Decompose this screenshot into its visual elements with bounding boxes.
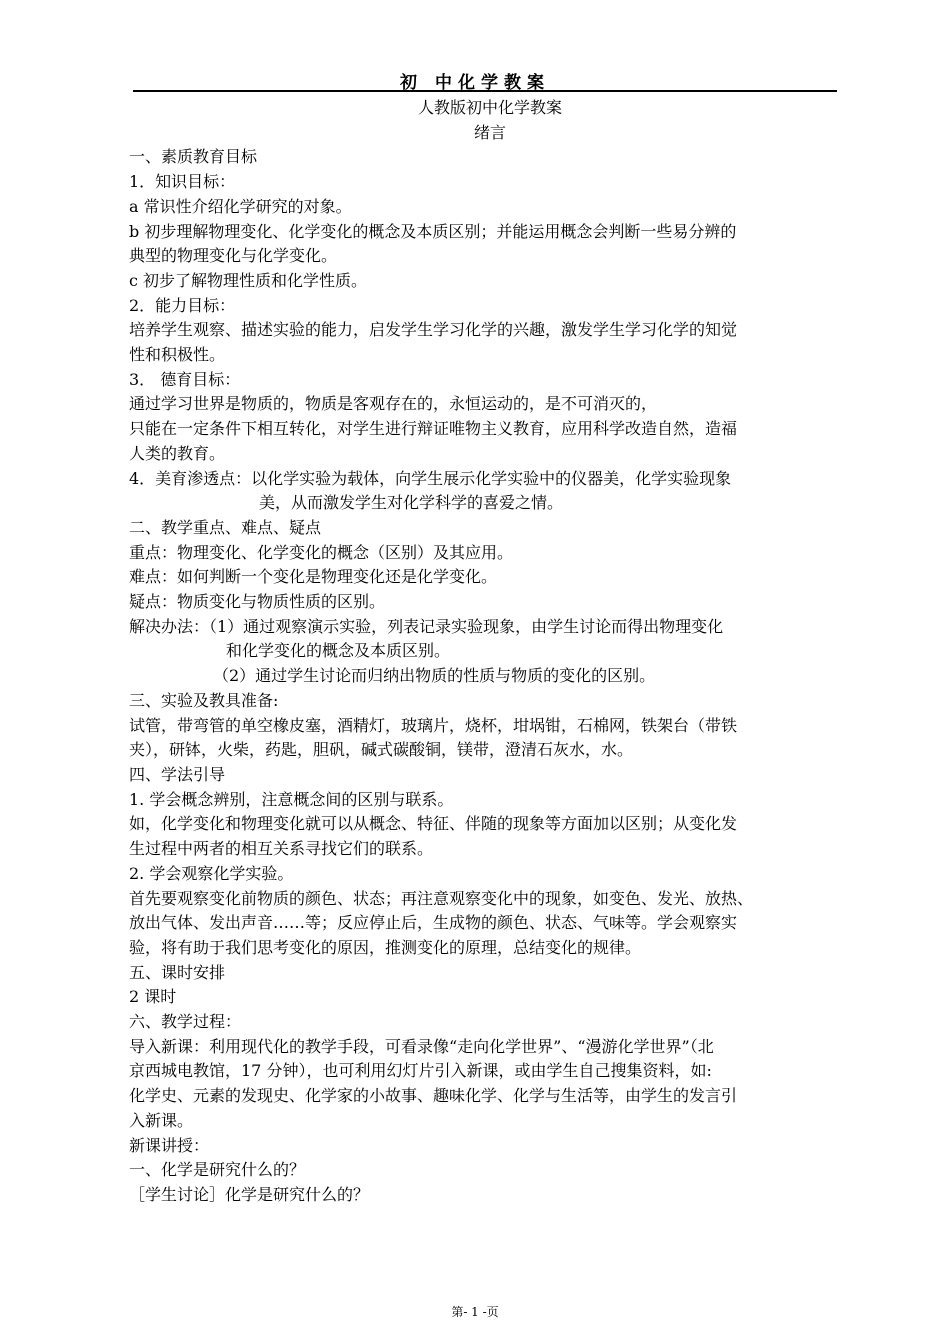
ability-goal-label: 2．能力目标： <box>129 295 236 315</box>
moral-goal-line3: 人类的教育。 <box>129 443 226 463</box>
new-lesson-label: 新课讲授： <box>129 1135 210 1155</box>
ability-goal-line2: 性和积极性。 <box>129 345 226 365</box>
difficult-point: 难点：如何判断一个变化是物理变化还是化学变化。 <box>129 567 498 587</box>
intro-line1: 导入新课：利用现代化的教学手段，可看录像“走向化学世界”、“漫游化学世界”（北 <box>129 1036 714 1056</box>
section-heading-method: 四、学法引导 <box>129 764 226 784</box>
section-heading-goals: 一、素质教育目标 <box>129 147 258 167</box>
section-heading-schedule: 五、课时安排 <box>129 962 226 982</box>
method-2-line3: 验，将有助于我们思考变化的原因，推测变化的原理，总结变化的规律。 <box>129 937 642 957</box>
method-1-line2: 生过程中两者的相互关系寻找它们的联系。 <box>129 839 434 859</box>
solution-1-line2: 和化学变化的概念及本质区别。 <box>226 641 451 661</box>
materials-line2: 夹），研钵，火柴，药匙，胆矾，碱式碳酸铜，镁带，澄清石灰水，水。 <box>129 740 634 760</box>
document-body <box>129 96 851 1208</box>
key-point: 重点：物理变化、化学变化的概念（区别）及其应用。 <box>129 542 514 562</box>
question-1: 一、化学是研究什么的？ <box>129 1160 306 1180</box>
intro-line2: 京西城电教馆，17 分钟），也可利用幻灯片引入新课，或由学生自己搜集资料，如: <box>129 1061 712 1081</box>
solution-2: （2）通过学生讨论而归纳出物质的性质与物质的变化的区别。 <box>213 666 656 686</box>
method-1-line1: 如，化学变化和物理变化就可以从概念、特征、伴随的现象等方面加以区别；从变化发 <box>129 814 738 834</box>
materials-line1: 试管，带弯管的单空橡皮塞，酒精灯，玻璃片，烧杯，坩埚钳，石棉网，铁架台（带铁 <box>129 715 738 735</box>
knowledge-goal-c: c 初步了解物理性质和化学性质。 <box>129 270 368 290</box>
section-heading-materials: 三、实验及教具准备: <box>129 690 279 710</box>
doubt-point: 疑点：物质变化与物质性质的区别。 <box>129 592 386 612</box>
page-header-title: 初 中化学教案 <box>400 73 550 93</box>
aesthetic-point-line1: 4．美育渗透点：以化学实验为载体，向学生展示化学实验中的仪器美，化学实验现象 <box>129 468 732 488</box>
section-heading-key-points: 二、教学重点、难点、疑点 <box>129 517 322 537</box>
method-1: 1. 学会概念辨别，注意概念间的区别与联系。 <box>129 789 454 809</box>
header-rule <box>133 90 837 92</box>
student-discussion: ［学生讨论］化学是研究什么的？ <box>129 1184 370 1204</box>
moral-goal-label: 3． 德育目标： <box>129 369 241 389</box>
ability-goal-line1: 培养学生观察、描述实验的能力，启发学生学习化学的兴趣，激发学生学习化学的知觉 <box>129 320 738 340</box>
page-number: 第- 1 -页 <box>451 1305 499 1319</box>
knowledge-goal-label: 1．知识目标： <box>129 172 236 192</box>
knowledge-goal-a: a 常识性介绍化学研究的对象。 <box>129 196 352 216</box>
method-2: 2. 学会观察化学实验。 <box>129 863 294 883</box>
aesthetic-point-line2: 美，从而激发学生对化学科学的喜爱之情。 <box>259 493 564 513</box>
intro-line3: 化学史、元素的发现史、化学家的小故事、趣味化学、化学与生活等，由学生的发言引 <box>129 1086 738 1106</box>
intro-line4: 入新课。 <box>129 1110 194 1130</box>
doc-title: 人教版初中化学教案 <box>417 98 562 117</box>
method-2-line1: 首先要观察变化前物质的颜色、状态；再注意观察变化中的现象，如变色、发光、放热、 <box>129 888 754 908</box>
knowledge-goal-b-line2: 典型的物理变化与化学变化。 <box>129 246 338 266</box>
method-2-line2: 放出气体、发出声音……等；反应停止后，生成物的颜色、状态、气味等。学会观察实 <box>129 913 738 933</box>
moral-goal-line1: 通过学习世界是物质的，物质是客观存在的，永恒运动的，是不可消灭的， <box>129 394 658 414</box>
knowledge-goal-b-line1: b 初步理解物理变化、化学变化的概念及本质区别；并能运用概念会判断一些易分辨的 <box>129 221 737 241</box>
solution-1-line1: 解决办法：（1）通过观察演示实验，列表记录实验现象，由学生讨论而得出物理变化 <box>129 616 724 636</box>
doc-subtitle: 绪言 <box>473 122 506 142</box>
schedule-text: 2 课时 <box>129 987 177 1007</box>
section-heading-process: 六、教学过程： <box>129 1012 242 1032</box>
moral-goal-line2: 只能在一定条件下相互转化，对学生进行辩证唯物主义教育，应用科学改造自然，造福 <box>129 419 738 439</box>
